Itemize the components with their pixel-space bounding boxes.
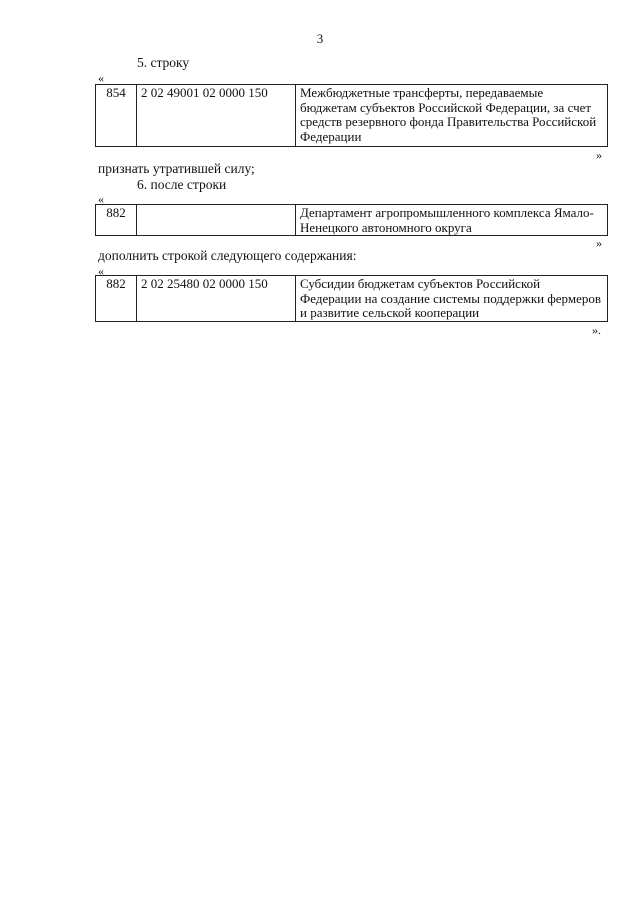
open-quote-2: « — [98, 192, 104, 206]
admin-code-cell: 882 — [96, 205, 137, 236]
description-cell: Департамент агропромышленного комплекса Ямало-Ненецкого автономного округа — [296, 205, 608, 236]
close-quote-1: » — [596, 148, 602, 162]
close-quote-final: ». — [592, 323, 601, 337]
budget-code-cell — [137, 205, 296, 236]
open-quote-3: « — [98, 264, 104, 278]
table-row-882-existing — [95, 204, 608, 236]
admin-code-cell: 854 — [96, 85, 137, 147]
description-cell: Субсидии бюджетам субъектов Российской Федерации на создание системы поддержки фермеров и развитие сельской кооперации — [296, 276, 608, 322]
section-5-heading: 5. строку — [137, 55, 190, 70]
table-row-882-new — [95, 275, 608, 322]
budget-code-cell: 2 02 25480 02 0000 150 — [137, 276, 296, 322]
open-quote-1: « — [98, 71, 104, 85]
admin-code-cell: 882 — [96, 276, 137, 322]
budget-code-cell: 2 02 49001 02 0000 150 — [137, 85, 296, 147]
section-6-after-text: дополнить строкой следующего содержания: — [98, 248, 357, 263]
close-quote-2: » — [596, 236, 602, 250]
table-row-854 — [95, 84, 608, 147]
section-5-after-text: признать утратившей силу; — [98, 161, 255, 176]
description-cell: Межбюджетные трансферты, передаваемые бюджетам субъектов Российской Федерации, за счет средств резервного фонда Правительства Российской Федерации — [296, 85, 608, 147]
page-number: 3 — [316, 31, 324, 46]
section-6-heading: 6. после строки — [137, 177, 227, 192]
